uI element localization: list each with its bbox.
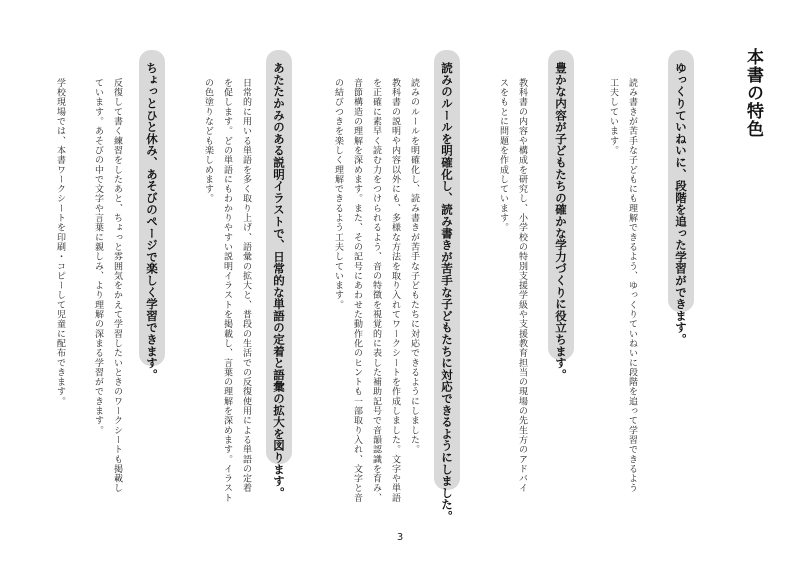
section-5-note: 学校現場では、本書ワークシートを印刷・コピーして児童に配布できます。 (55, 78, 65, 407)
section-5-line-2: ています。あそびの中で文字や言葉に親しみ、より理解の深まる学習ができます。 (93, 78, 103, 436)
section-5-line-1: 反復して書く練習をしたあと、ちょっと雰囲気をかえて学習したいときのワークシートも掲載し (112, 78, 122, 493)
section-3-heading: 読みのルールを明確化し、読み書きが苦手な子どもたちに対応できるようにしました。 (440, 62, 454, 523)
section-3-line-2: 教科書の説明や内容以外にも、多様な方法を取り入れてワークシートを作成しました。文字や単語 (390, 78, 400, 503)
section-5-heading: ちょっとひと休み、あそびのページで楽しく学習できます。 (145, 62, 159, 381)
section-2-heading: 豊かな内容が子どもたちの確かな学力づくりに役立ちます。 (554, 62, 568, 381)
section-2-line-2: スをもとに問題を作成しています。 (498, 78, 508, 233)
section-1-line-1: 読み書きが苦手な子どもにも理解できるよう、ゆっくりていねいに段階を追って学習できるよう (627, 78, 637, 493)
section-4-line-2: を促します。どの単語にもわかりやすい説明イラストを掲載し、言葉の理解を深めます。イラスト (222, 78, 232, 503)
section-2-line-1: 教科書の内容や構成を研究し、小学校の特別支援学級や支援教育担当の現場の先生方のアドバイ (517, 78, 527, 493)
section-4-line-3: の色塗りなども楽しめます。 (203, 78, 213, 204)
section-3-line-3: を正確に素早く読む力をつけられるよう、音の特徴を視覚的に表した補助記号で音韻認識を育み、 (371, 78, 381, 503)
section-1-line-2: 工夫しています。 (608, 78, 618, 156)
section-3-line-1: 読みのルールを明確化し、読み書きが苦手な子どもたちに対応できるようにしました。 (409, 78, 419, 455)
section-3-line-5: の結びつきを楽しく理解できるよう工夫しています。 (333, 78, 343, 310)
section-4-heading: あたたかみのある説明イラストで、日常的な単語の定着と語彙の拡大を図ります。 (272, 62, 286, 499)
section-4-line-1: 日常的に用いる単語を多く取り上げ、語彙の拡大と、普段の生活での反復使用による単語の定着 (241, 78, 251, 493)
page-title: 本書の特色 (743, 48, 763, 138)
section-1-heading: ゆっくりていねいに、段階を追った学習ができます。 (674, 62, 688, 346)
section-3-line-4: 音節構造の理解を深めます。また、その記号にあわせた動作化のヒントも一部取り入れ、文字と音 (352, 78, 362, 503)
page-number: 3 (396, 532, 404, 543)
